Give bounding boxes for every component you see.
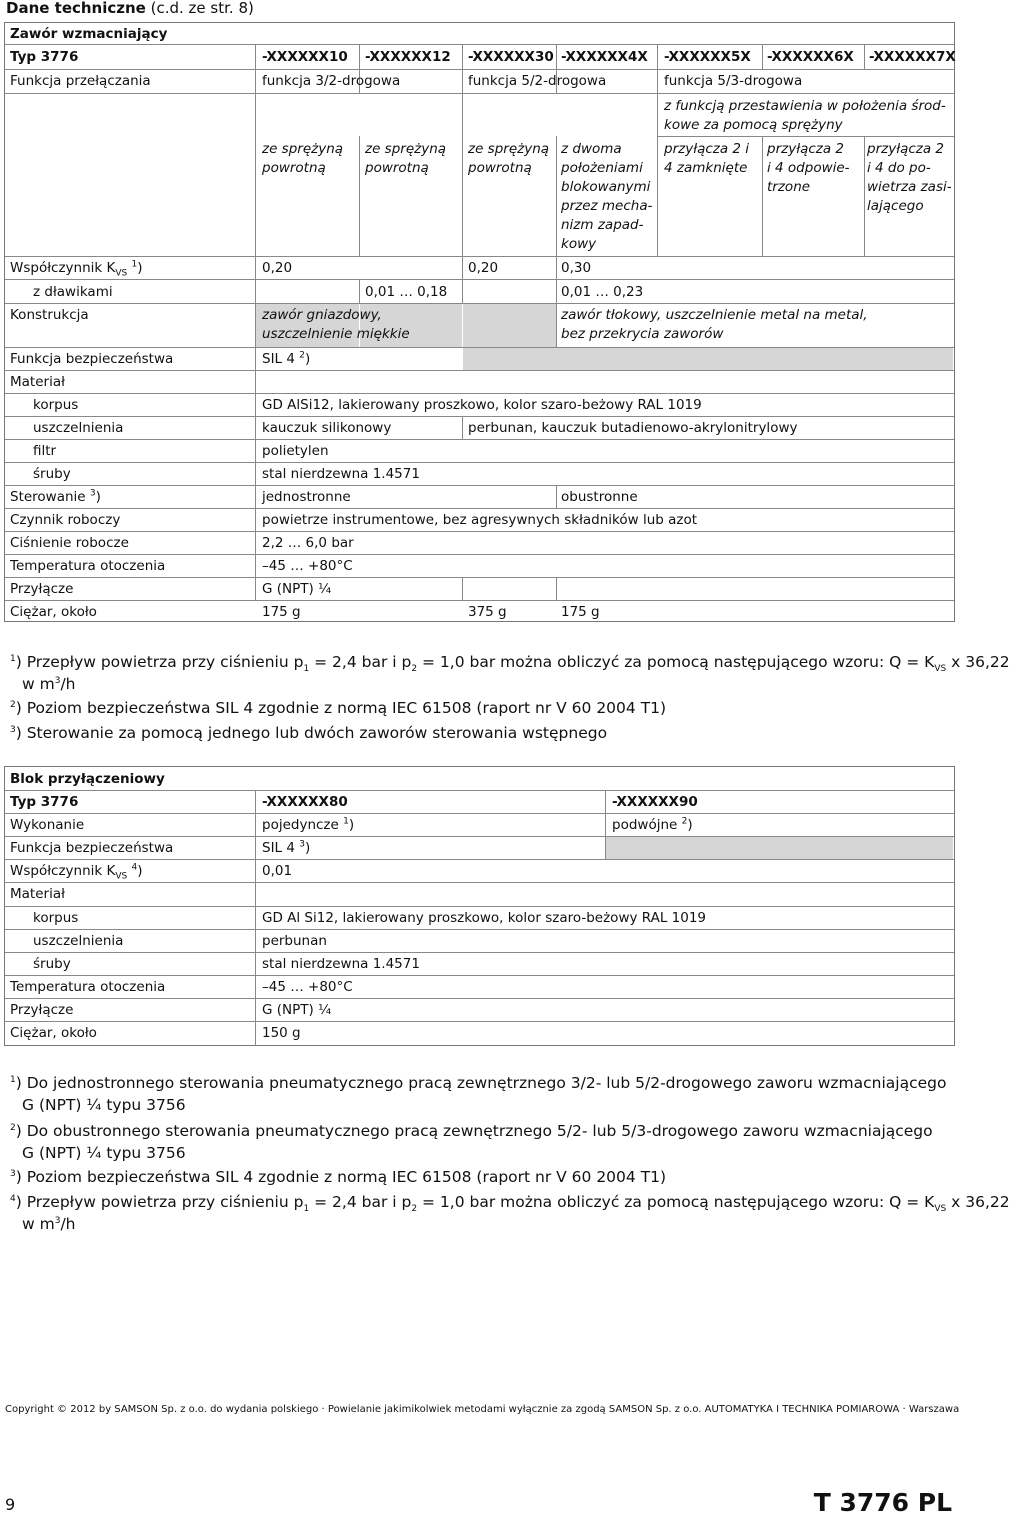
version-single: pojedyncze $^1$)	[262, 816, 355, 833]
ports-closed: przyłącza 2 i 4 zamknięte	[664, 141, 750, 176]
version-double: podwójne $^2$)	[612, 816, 693, 833]
footnote-continuation: w $m^3/h$	[22, 1215, 76, 1233]
switching-label: Funkcja przełączania	[10, 73, 151, 89]
footnote: $^3$) Poziom bezpieczeństwa SIL 4 zgodnie z normą IEC 61508 (raport nr V 60 2004 T1)	[10, 1168, 667, 1186]
construction-label: Konstrukcja	[10, 307, 89, 323]
ports-supply: przyłącza 2 i 4 do po- wietrza zasi- lającego	[867, 141, 952, 214]
temperature-value: –45 … +80°C	[262, 558, 353, 574]
seals-value: kauczuk silikonowy	[262, 420, 392, 436]
page-number: 9	[5, 1495, 16, 1514]
kvs-label: Współczynnik $K_{VS}$ $^1$)	[10, 259, 143, 279]
footnote: $^2$) Poziom bezpieczeństwa SIL 4 zgodnie z normą IEC 61508 (raport nr V 60 2004 T1)	[10, 699, 667, 717]
seals-value: perbunan	[262, 933, 327, 949]
temperature-value: –45 … +80°C	[262, 979, 353, 995]
spring-return: ze sprężyną powrotną	[262, 141, 344, 176]
weight-value: 150 g	[262, 1025, 301, 1041]
type-label: Typ 3776	[10, 794, 79, 810]
body-label: korpus	[33, 397, 79, 413]
seals-label: uszczelnienia	[33, 420, 124, 436]
page-heading: Dane techniczne (c.d. ze str. 8)	[6, 0, 254, 17]
ports-vented: przyłącza 2 i 4 odpowie- trzone	[767, 141, 850, 195]
safety-label: Funkcja bezpieczeństwa	[10, 840, 174, 856]
pressure-value: 2,2 … 6,0 bar	[262, 535, 354, 551]
throttle-label: z dławikami	[33, 284, 113, 300]
kvs-value: 0,30	[561, 260, 592, 276]
kvs-value: 0,20	[262, 260, 293, 276]
medium-label: Czynnik roboczy	[10, 512, 121, 528]
version-label: Wykonanie	[10, 817, 85, 833]
switching-53: funkcja 5/3-drogowa	[664, 73, 803, 89]
screws-value: stal nierdzewna 1.4571	[262, 956, 420, 972]
seals-label: uszczelnienia	[33, 933, 124, 949]
type-cell: -XXXXXX30	[468, 49, 554, 65]
construction-seat: zawór gniazdowy, uszczelnienie miękkie	[262, 307, 410, 342]
material-label: Materiał	[10, 374, 65, 390]
filter-value: polietylen	[262, 443, 329, 459]
weight-value: 175 g	[561, 604, 600, 620]
type-cell: -XXXXXX90	[612, 794, 698, 810]
connection-label: Przyłącze	[10, 581, 74, 597]
body-value: GD Al Si12, lakierowany proszkowo, kolor szaro-beżowy RAL 1019	[262, 910, 707, 926]
connection-value: G (NPT) ¼	[262, 1002, 332, 1018]
weight-label: Ciężar, około	[10, 1025, 97, 1041]
seals-value: perbunan, kauczuk butadienowo-akrylonitrylowy	[468, 420, 798, 436]
filter-label: filtr	[33, 443, 57, 459]
footnote-continuation: G (NPT) ¼ typu 3756	[22, 1096, 186, 1114]
switching-52: funkcja 5/2-drogowa	[468, 73, 607, 89]
control-double: obustronne	[561, 489, 638, 505]
type-cell: -XXXXXX5X	[664, 49, 751, 65]
type-cell: -XXXXXX80	[262, 794, 348, 810]
booster-valve-title: Zawór wzmacniający	[10, 26, 168, 42]
material-label: Materiał	[10, 886, 65, 902]
safety-value: SIL 4 $^2$)	[262, 350, 311, 367]
kvs-label: Współczynnik $K_{VS}$ $^4$)	[10, 862, 143, 882]
throttle-value: 0,01 … 0,23	[561, 284, 644, 300]
temperature-label: Temperatura otoczenia	[10, 558, 166, 574]
footnote: $^1$) Przepływ powietrza przy ciśnieniu $p_1 = 2,4$ bar i $p_2 = 1,0$ bar można obliczyć za pomocą następującego wzoru: $Q = K_{VS}$ x 36,22	[10, 653, 1010, 675]
medium-value: powietrze instrumentowe, bez agresywnych składników lub azot	[262, 512, 698, 528]
type-cell: -XXXXXX4X	[561, 49, 648, 65]
safety-label: Funkcja bezpieczeństwa	[10, 351, 174, 367]
screws-label: śruby	[33, 466, 71, 482]
body-label: korpus	[33, 910, 79, 926]
spring-return: ze sprężyną powrotną	[468, 141, 550, 176]
footnote: $^1$) Do jednostronnego sterowania pneumatycznego pracą zewnętrznego 3/2- lub 5/2-drogowego zaworu wzmacniającego	[10, 1074, 947, 1092]
copyright-notice: Copyright © 2012 by SAMSON Sp. z o.o. do wydania polskiego · Powielanie jakimikolwiek metodami wyłącznie za zgodą SAMSON Sp. z o.o. AUTOMATYKA I TECHNIKA POMIAROWA · Warszawa	[5, 1404, 960, 1415]
spring-return: ze sprężyną powrotną	[365, 141, 447, 176]
screws-value: stal nierdzewna 1.4571	[262, 466, 420, 482]
mid-position-note: z funkcją przestawienia w położenia środ-	[664, 98, 946, 114]
weight-label: Ciężar, około	[10, 604, 97, 620]
connection-label: Przyłącze	[10, 1002, 74, 1018]
kvs-value: 0,20	[468, 260, 499, 276]
kvs-value: 0,01	[262, 863, 293, 879]
screws-label: śruby	[33, 956, 71, 972]
connection-block-title: Blok przyłączeniowy	[10, 771, 165, 787]
body-value: GD AlSi12, lakierowany proszkowo, kolor szaro-beżowy RAL 1019	[262, 397, 702, 413]
footnote: $^4$) Przepływ powietrza przy ciśnieniu $p_1 = 2,4$ bar i $p_2 = 1,0$ bar można obliczyć za pomocą następującego wzoru: $Q = K_{VS}$ x 36,22	[10, 1193, 1010, 1215]
control-single: jednostronne	[262, 489, 351, 505]
footnote: $^2$) Do obustronnego sterowania pneumatycznego pracą zewnętrznego 5/2- lub 5/3-drogowego zaworu wzmacniającego	[10, 1122, 933, 1140]
pressure-label: Ciśnienie robocze	[10, 535, 129, 551]
mid-position-note: kowe za pomocą sprężyny	[664, 117, 843, 133]
document-number: T 3776 PL	[813, 1488, 952, 1517]
type-cell: -XXXXXX7X	[869, 49, 956, 65]
type-cell: -XXXXXX12	[365, 49, 451, 65]
weight-value: 375 g	[468, 604, 507, 620]
footnote-continuation: G (NPT) ¼ typu 3756	[22, 1144, 186, 1162]
weight-value: 175 g	[262, 604, 301, 620]
safety-value: SIL 4 $^3$)	[262, 839, 311, 856]
type-cell: -XXXXXX10	[262, 49, 348, 65]
footnote-continuation: w $m^3/h$	[22, 675, 76, 693]
construction-piston: zawór tłokowy, uszczelnienie metal na metal, bez przekrycia zaworów	[561, 307, 868, 342]
temperature-label: Temperatura otoczenia	[10, 979, 166, 995]
two-position-detent: z dwoma położeniami blokowanymi przez mecha- nizm zapad- kowy	[561, 141, 653, 252]
footnote: $^3$) Sterowanie za pomocą jednego lub dwóch zaworów sterowania wstępnego	[10, 724, 608, 742]
throttle-value: 0,01 … 0,18	[365, 284, 448, 300]
type-label: Typ 3776	[10, 49, 79, 65]
control-label: Sterowanie $^3$)	[10, 488, 101, 505]
type-cell: -XXXXXX6X	[767, 49, 854, 65]
switching-32: funkcja 3/2-drogowa	[262, 73, 401, 89]
connection-value: G (NPT) ¼	[262, 581, 332, 597]
